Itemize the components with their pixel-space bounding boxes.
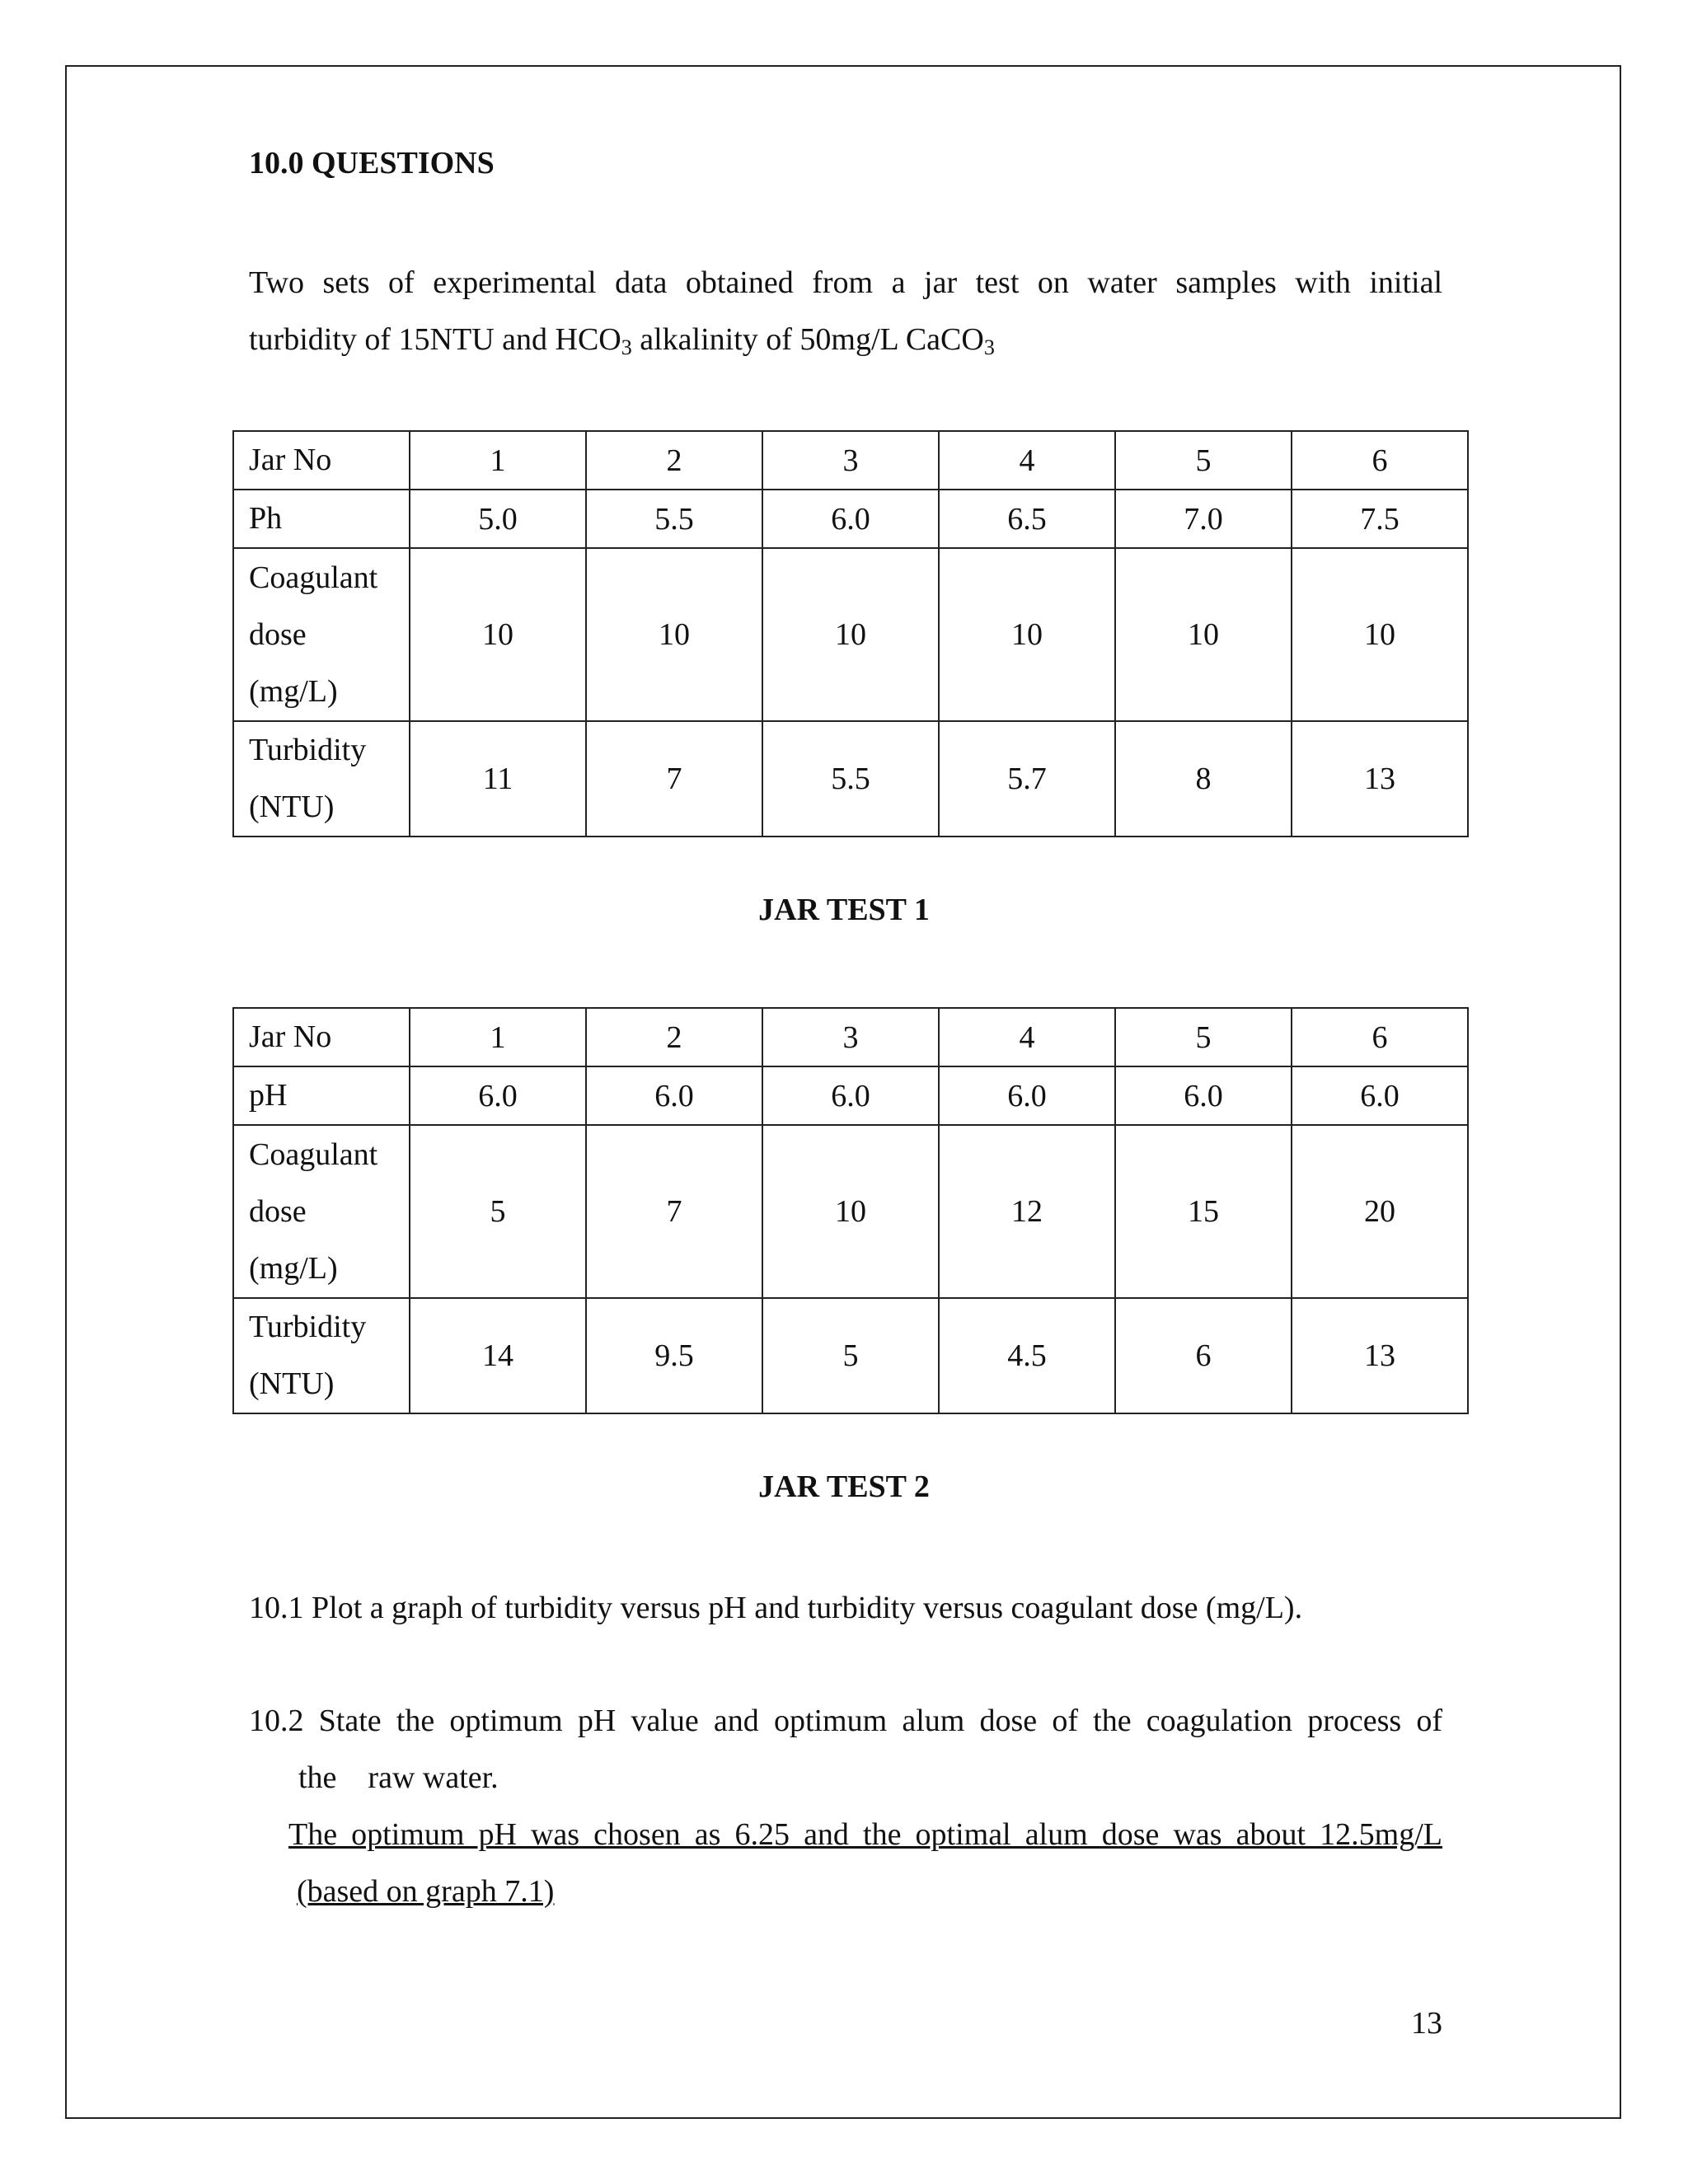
subscript: 3 (621, 335, 632, 359)
label-part: Turbidity (249, 1310, 367, 1344)
table-cell: 6.0 (586, 1066, 762, 1125)
label-part: (mg/L) (249, 1250, 338, 1286)
answer-text (288, 1807, 1442, 1920)
table-cell: 10 (762, 1125, 939, 1298)
label-part: (NTU) (249, 790, 335, 824)
table-cell: 13 (1292, 1298, 1468, 1413)
table-cell: 6.0 (1292, 1066, 1468, 1125)
table-cell: 5 (1115, 1008, 1292, 1066)
table-cell: 6.0 (939, 1066, 1115, 1125)
table-row (233, 548, 1468, 721)
table-cell: 6.0 (1115, 1066, 1292, 1125)
label-part: Turbidity (249, 733, 367, 767)
table-cell: 12 (939, 1125, 1115, 1298)
table-cell: 5 (410, 1125, 586, 1298)
table-cell: 5.5 (586, 490, 762, 548)
table-cell: 11 (410, 721, 586, 837)
row-label: Jar No (233, 431, 410, 490)
table-cell: 20 (1292, 1125, 1468, 1298)
table-cell: 6.0 (762, 1066, 939, 1125)
label-part: dose (249, 616, 307, 652)
table-cell: 1 (410, 1008, 586, 1066)
table-row (233, 490, 1468, 548)
table-cell: 4 (939, 1008, 1115, 1066)
table-cell: 2 (586, 431, 762, 490)
table-cell: 5.0 (410, 490, 586, 548)
table-cell: 5 (1115, 431, 1292, 490)
section-heading: 10.0 QUESTIONS (249, 146, 495, 180)
intro-line-1: Two sets of experimental data obtained from a jar test on water samples with initial (249, 265, 1442, 300)
jar-test-1-table (232, 430, 1469, 837)
label-part: (NTU) (249, 1366, 335, 1401)
table-cell: 5.5 (762, 721, 939, 837)
intro-text-b: alkalinity of 50mg/L CaCO (631, 322, 984, 357)
question-10-2-line-2: the raw water. (298, 1760, 499, 1795)
table-cell: 10 (762, 548, 939, 721)
answer-line-2 (288, 1863, 1442, 1920)
table-caption-2: JAR TEST 2 (758, 1469, 930, 1504)
label-part: (mg/L) (249, 673, 338, 709)
table-cell: 2 (586, 1008, 762, 1066)
table-cell: 6 (1292, 431, 1468, 490)
table-cell: 5 (762, 1298, 939, 1413)
table-cell: 3 (762, 1008, 939, 1066)
table-cell: 9.5 (586, 1298, 762, 1413)
page-number: 13 (1411, 2006, 1442, 2041)
table-cell: 14 (410, 1298, 586, 1413)
question-10-2-line-1: 10.2 State the optimum pH value and optimum alum dose of the coagulation process of (249, 1704, 1442, 1738)
table-cell: 6.5 (939, 490, 1115, 548)
table-row (233, 1066, 1468, 1125)
row-label (233, 1125, 410, 1298)
row-label (233, 548, 410, 721)
table-cell: 10 (586, 548, 762, 721)
jar-test-2-table (232, 1007, 1469, 1414)
row-label: pH (233, 1066, 410, 1125)
table-cell: 10 (1115, 548, 1292, 721)
table-cell: 10 (939, 548, 1115, 721)
intro-text-a: turbidity of 15NTU and HCO (249, 322, 621, 357)
table-cell: 7 (586, 721, 762, 837)
table-cell: 6.0 (410, 1066, 586, 1125)
label-part: Coagulant (249, 1137, 378, 1172)
table-cell: 6.0 (762, 490, 939, 548)
table-cell: 7.0 (1115, 490, 1292, 548)
table-row (233, 721, 1468, 837)
row-label: Jar No (233, 1008, 410, 1066)
table-cell: 7.5 (1292, 490, 1468, 548)
intro-line-2 (249, 312, 1442, 368)
answer-line-2-text: (based on graph 7.1) (297, 1874, 555, 1909)
intro-paragraph (249, 255, 1442, 368)
table-cell: 6 (1292, 1008, 1468, 1066)
table-cell: 5.7 (939, 721, 1115, 837)
row-label (233, 1298, 410, 1413)
table-cell: 8 (1115, 721, 1292, 837)
table-cell: 1 (410, 431, 586, 490)
question-10-1: 10.1 Plot a graph of turbidity versus pH and turbidity versus coagulant dose (mg/L). (249, 1591, 1303, 1625)
table-cell: 6 (1115, 1298, 1292, 1413)
answer-line-1: The optimum pH was chosen as 6.25 and the optimal alum dose was about 12.5mg/L (288, 1817, 1442, 1852)
table-cell: 3 (762, 431, 939, 490)
table-row (233, 431, 1468, 490)
table-cell: 10 (1292, 548, 1468, 721)
table-cell: 4 (939, 431, 1115, 490)
subscript: 3 (983, 335, 995, 359)
table-cell: 7 (586, 1125, 762, 1298)
table-cell: 10 (410, 548, 586, 721)
row-label: Ph (233, 490, 410, 548)
table-cell: 4.5 (939, 1298, 1115, 1413)
label-part: Coagulant (249, 560, 378, 595)
table-cell: 13 (1292, 721, 1468, 837)
table-row (233, 1298, 1468, 1413)
table-caption-1: JAR TEST 1 (758, 893, 930, 927)
row-label (233, 721, 410, 837)
table-cell: 15 (1115, 1125, 1292, 1298)
label-part: dose (249, 1193, 307, 1229)
table-row (233, 1008, 1468, 1066)
question-10-2 (249, 1693, 1442, 1807)
table-row (233, 1125, 1468, 1298)
